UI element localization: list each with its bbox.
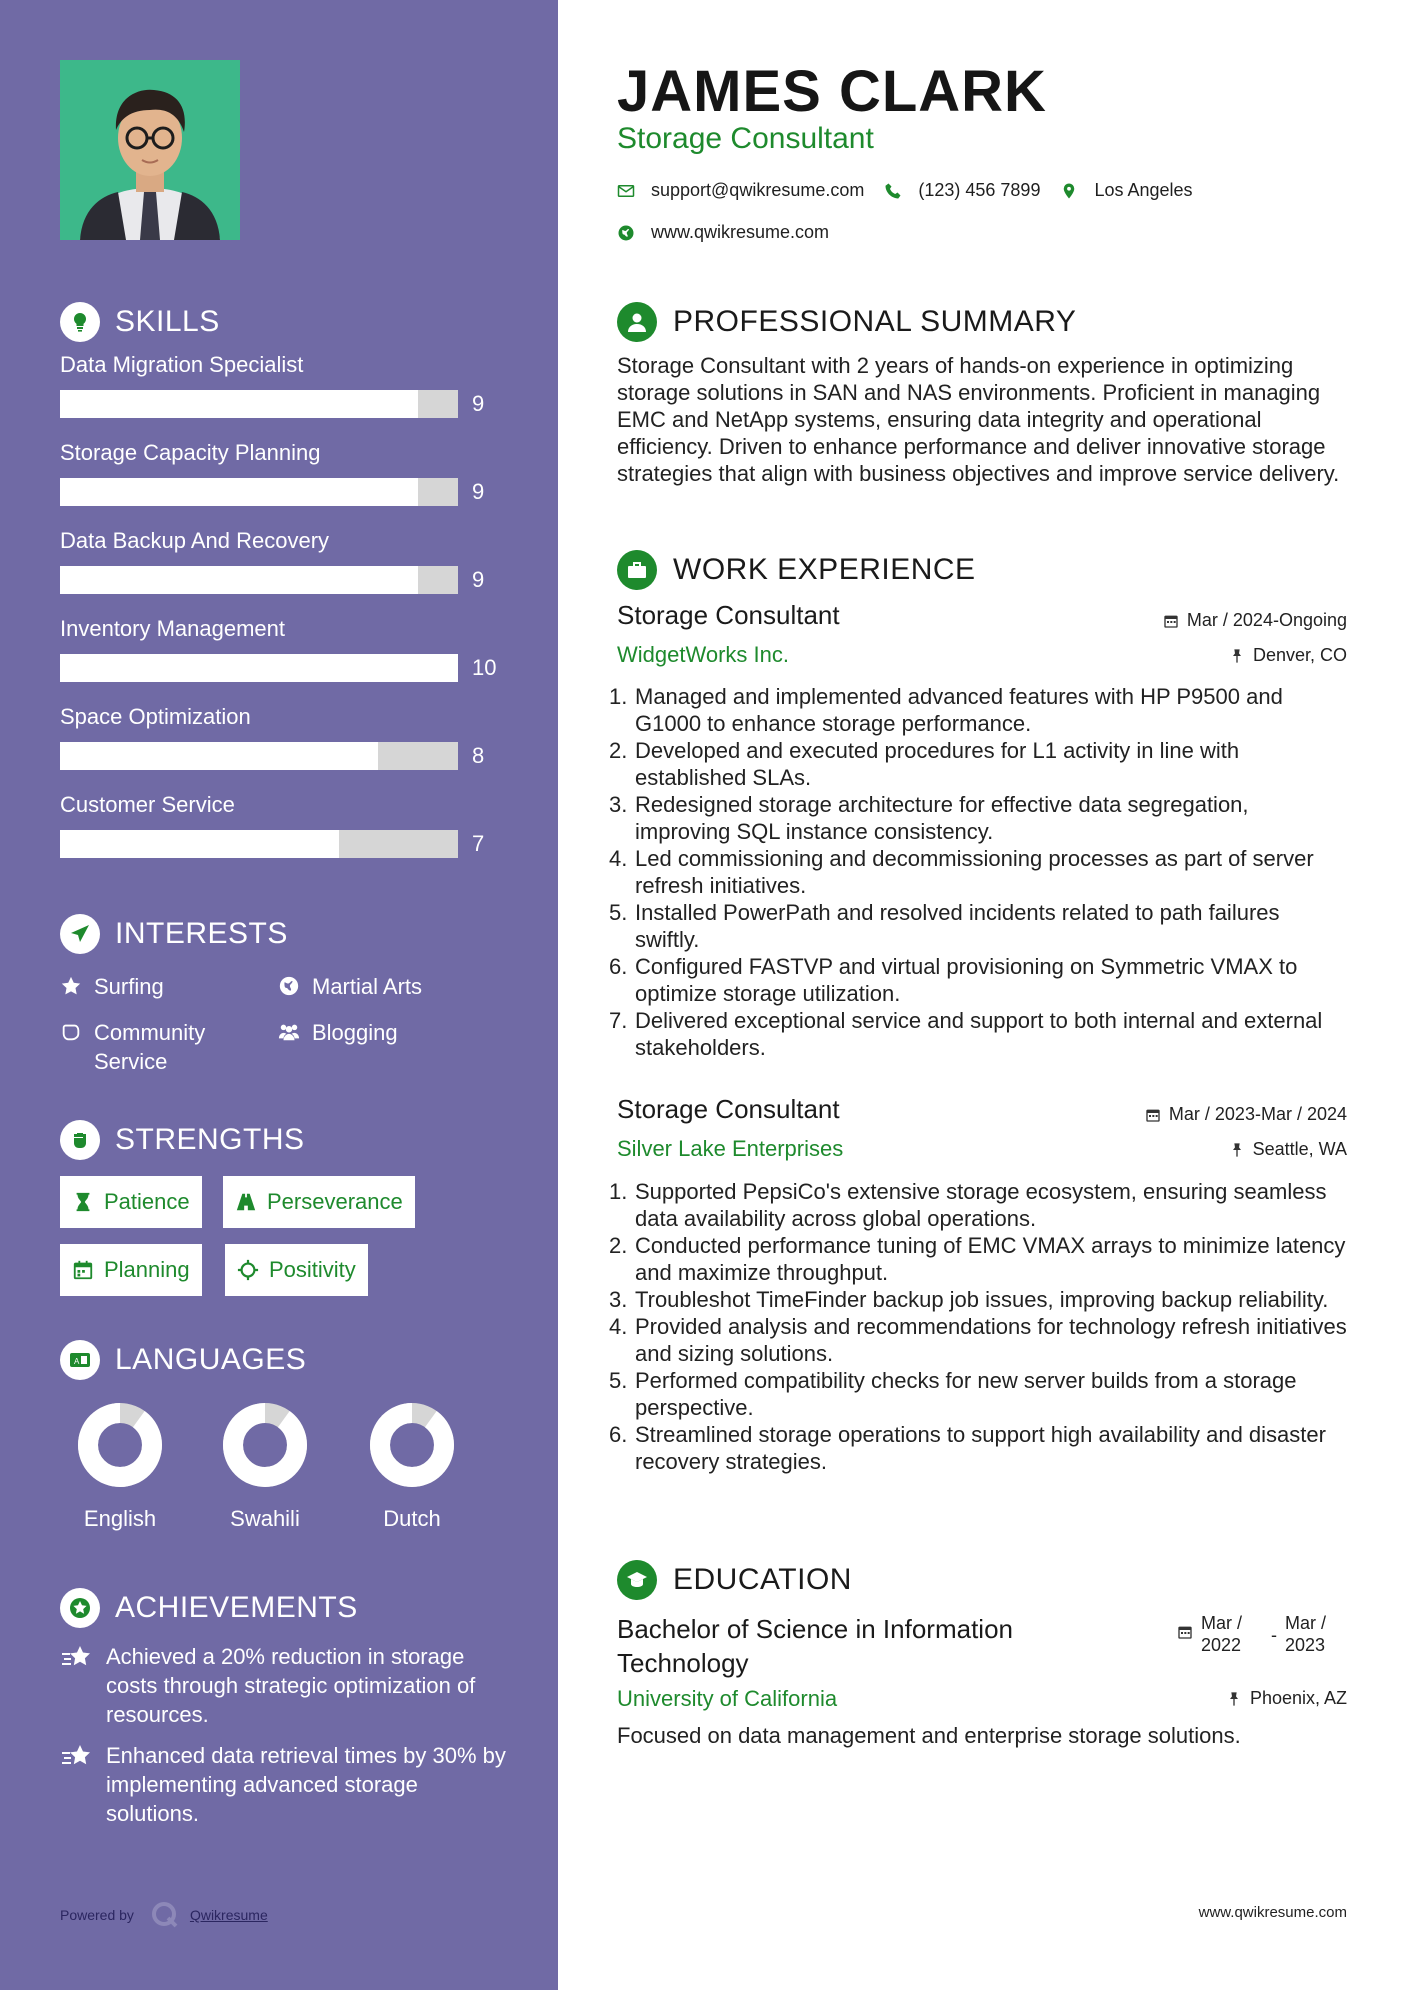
hourglass-icon (72, 1191, 94, 1213)
strength-label: Patience (104, 1189, 190, 1214)
calendar-icon (72, 1259, 94, 1281)
qwikresume-logo-icon (150, 1900, 180, 1930)
skill-name: Customer Service (60, 792, 235, 817)
skill-score: 7 (472, 831, 485, 856)
education-location-text: Phoenix, AZ (1249, 1688, 1347, 1708)
skill-bar (60, 478, 458, 506)
hand-icon (60, 1018, 94, 1076)
calendar-icon (1177, 1624, 1193, 1640)
job-dates (1163, 610, 1347, 631)
achievements-heading (60, 1586, 510, 1630)
strength-badge (60, 1244, 202, 1296)
star-icon (60, 972, 94, 1004)
languages-section (60, 1338, 510, 1548)
profile-photo (60, 60, 240, 240)
language-name: Swahili (230, 1506, 300, 1531)
contact-website (617, 222, 829, 243)
interest-label: Martial Arts (312, 974, 423, 999)
job-bullet: 6. Streamlined storage operations to support high availability and disaster recovery strategies. (609, 1422, 1326, 1474)
job-bullet: 3. Troubleshot TimeFinder backup job issues, improving backup reliability. (609, 1287, 1329, 1312)
paper-plane-icon (60, 914, 100, 954)
contact-email (617, 180, 864, 201)
job-bullet: 4. Led commissioning and decommissioning processes as part of server refresh initiatives. (609, 846, 1314, 898)
skills-section (60, 300, 510, 880)
skill-bar-fill (60, 478, 418, 506)
skill-bar (60, 654, 458, 682)
interests-list (60, 972, 510, 1102)
sun-icon (237, 1259, 259, 1281)
contact-location (1060, 180, 1192, 201)
skills-heading-text: SKILLS (115, 305, 220, 338)
website-text[interactable]: www.qwikresume.com (651, 222, 830, 242)
users-icon (278, 1018, 312, 1050)
skill-item (60, 440, 510, 528)
lightbulb-icon (60, 302, 100, 342)
skill-item (60, 704, 510, 792)
calendar-icon (1145, 1107, 1161, 1123)
interest-item (60, 1018, 240, 1076)
interest-label: Blogging (312, 1020, 398, 1045)
strength-badge (225, 1244, 368, 1296)
language-ring (369, 1402, 455, 1488)
skill-bar (60, 742, 458, 770)
language-ring (222, 1402, 308, 1488)
education-heading-text: EDUCATION (673, 1563, 852, 1596)
sidebar (0, 0, 558, 1990)
experience-heading-text: WORK EXPERIENCE (673, 553, 976, 586)
strength-badge (60, 1176, 202, 1228)
candidate-title: Storage Consultant (617, 122, 874, 155)
skills-heading (60, 300, 510, 344)
skill-bar-fill (60, 566, 418, 594)
strength-label: Positivity (269, 1257, 356, 1282)
phone-icon (884, 182, 902, 200)
experience-heading (617, 548, 976, 592)
education-dates: Mar / 2022 - Mar / 2023 (1177, 1612, 1347, 1656)
powered-by (60, 1900, 268, 1930)
achievement-item (60, 1642, 510, 1729)
language-item (352, 1402, 472, 1532)
achievement-text: Enhanced data retrieval times by 30% by implementing advanced storage solutions. (106, 1743, 506, 1826)
strengths-heading (60, 1118, 510, 1162)
skill-item (60, 616, 510, 704)
education-location (1226, 1688, 1347, 1709)
job-bullet: 6. Configured FASTVP and virtual provisioning on Symmetric VMAX to optimize storage utilization. (609, 954, 1298, 1006)
language-ring-fill (88, 1413, 152, 1477)
skill-name: Data Backup And Recovery (60, 528, 330, 553)
globe-icon (278, 972, 312, 1004)
interest-label: Surfing (94, 974, 164, 999)
interest-item (60, 972, 270, 1004)
powered-by-label: Powered by (60, 1907, 134, 1923)
footer-website[interactable]: www.qwikresume.com (1198, 1904, 1347, 1921)
job-bullet: 7. Delivered exceptional service and support to both internal and external stakeholders. (609, 1008, 1323, 1060)
language-ring (77, 1402, 163, 1488)
language-name: English (83, 1506, 157, 1531)
achievements-section (60, 1586, 510, 1836)
job-title: Storage Consultant (617, 1094, 840, 1124)
language-item (205, 1402, 325, 1532)
graduation-icon (617, 1560, 657, 1600)
avatar-illustration (60, 60, 240, 240)
pushpin-icon (1229, 648, 1245, 664)
job-dates-text: Mar / 2024-Ongoing (1186, 610, 1347, 630)
skill-name: Storage Capacity Planning (60, 440, 321, 465)
interest-label: Community Service (94, 1020, 206, 1074)
achievements-heading-text: ACHIEVEMENTS (115, 1591, 358, 1624)
skill-score: 9 (472, 479, 485, 504)
interest-item (278, 1018, 508, 1050)
contact-phone (884, 180, 1040, 201)
job-bullet: 2. Conducted performance tuning of EMC VMAX arrays to minimize latency and maximize throughput. (609, 1233, 1346, 1285)
fist-icon (60, 1120, 100, 1160)
skill-bar-fill (60, 830, 339, 858)
job-dates (1145, 1104, 1347, 1125)
shooting-star-icon (60, 1642, 106, 1729)
skill-bar (60, 830, 458, 858)
job-bullet: 4. Provided analysis and recommendations for technology refresh initiatives and sizing solutions. (609, 1314, 1347, 1366)
skill-name: Data Migration Specialist (60, 352, 304, 377)
education-school: University of California (617, 1686, 838, 1711)
candidate-name: JAMES CLARK (617, 59, 1047, 124)
road-icon (235, 1191, 257, 1213)
skill-name: Space Optimization (60, 704, 251, 729)
job-bullet: 5. Performed compatibility checks for new server builds from a storage perspective. (609, 1368, 1297, 1420)
brand-link[interactable]: Qwikresume (189, 1907, 268, 1923)
skill-bar-fill (60, 654, 458, 682)
job-bullet: 2. Developed and executed procedures for L1 activity in line with established SLAs. (609, 738, 1240, 790)
job-bullet: 5. Installed PowerPath and resolved incidents related to path failures swiftly. (609, 900, 1280, 952)
strength-label: Planning (104, 1257, 190, 1282)
language-name: Dutch (383, 1506, 441, 1531)
education-degree: Bachelor of Science in Information Technology (617, 1614, 1013, 1678)
job-location-text: Denver, CO (1252, 645, 1347, 665)
skill-item (60, 528, 510, 616)
skill-item (60, 792, 510, 880)
achievement-item (60, 1741, 510, 1828)
strengths-heading-text: STRENGTHS (115, 1123, 305, 1156)
map-pin-icon (1060, 182, 1078, 200)
skill-item (60, 352, 510, 440)
language-ring-fill (233, 1413, 297, 1477)
skill-bar (60, 566, 458, 594)
skill-bar-fill (60, 390, 418, 418)
languages-heading (60, 1338, 510, 1382)
briefcase-icon (617, 550, 657, 590)
skill-score: 9 (472, 391, 485, 416)
interests-section (60, 912, 510, 1102)
phone-text[interactable]: (123) 456 7899 (918, 180, 1041, 200)
strength-badge (223, 1176, 415, 1228)
job-bullets (609, 1178, 1347, 1475)
interests-heading-text: INTERESTS (115, 917, 288, 950)
skill-score: 10 (472, 655, 497, 680)
envelope-icon (617, 182, 635, 200)
skills-list (60, 352, 510, 880)
svg-text:A: A (74, 1357, 80, 1366)
education-start: Mar / 2022 (1201, 1613, 1243, 1655)
education-heading (617, 1558, 852, 1602)
job-dates-text: Mar / 2023-Mar / 2024 (1168, 1104, 1347, 1124)
job-location-text: Seattle, WA (1252, 1139, 1347, 1159)
job-bullet: 3. Redesigned storage architecture for effective data segregation, improving SQL instance consistency. (609, 792, 1249, 844)
location-text: Los Angeles (1094, 180, 1193, 200)
skill-name: Inventory Management (60, 616, 286, 641)
contact-row-website (617, 222, 849, 243)
contact-row (617, 180, 1213, 201)
achievement-text: Achieved a 20% reduction in storage costs through strategic optimization of resources. (106, 1644, 476, 1727)
summary-heading-text: PROFESSIONAL SUMMARY (673, 305, 1077, 338)
pushpin-icon (1229, 1142, 1245, 1158)
language-icon (60, 1340, 100, 1380)
job-bullets (609, 683, 1347, 1061)
job-company: WidgetWorks Inc. (617, 642, 789, 667)
interests-heading (60, 912, 510, 956)
interest-item (278, 972, 508, 1004)
education-end: Mar / 2023 (1285, 1613, 1327, 1655)
strength-label: Perseverance (267, 1189, 403, 1214)
education-description: Focused on data management and enterprise storage solutions. (617, 1723, 1241, 1748)
star-badge-icon (60, 1588, 100, 1628)
summary-text: Storage Consultant with 2 years of hands-on experience in optimizing storage solutions in SAN and NAS environments. Proficient in managing EMC and NetApp systems, ensuring data integrity and operational efficiency. Driven to enhance performance and deliver innovative storage strategies that align with business objectives and improve service delivery. (617, 353, 1340, 486)
skill-bar (60, 390, 458, 418)
user-icon (617, 302, 657, 342)
email-text[interactable]: support@qwikresume.com (651, 180, 865, 200)
job-location (1229, 645, 1347, 666)
job-title: Storage Consultant (617, 600, 840, 630)
summary-heading (617, 300, 1076, 344)
job-company: Silver Lake Enterprises (617, 1136, 844, 1161)
skill-score: 8 (472, 743, 485, 768)
job-bullet: 1. Supported PepsiCo's extensive storage ecosystem, ensuring seamless data availability across global operations. (609, 1179, 1327, 1231)
skill-score: 9 (472, 567, 485, 592)
job-bullet: 1. Managed and implemented advanced features with HP P9500 and G1000 to enhance storage performance. (609, 684, 1283, 736)
globe-icon (617, 224, 635, 242)
shooting-star-icon (60, 1741, 106, 1828)
language-ring-fill (380, 1413, 444, 1477)
job-location (1229, 1139, 1347, 1160)
languages-heading-text: LANGUAGES (115, 1343, 307, 1376)
language-item (60, 1402, 180, 1532)
calendar-icon (1163, 613, 1179, 629)
pushpin-icon (1226, 1691, 1242, 1707)
strengths-section (60, 1118, 510, 1282)
skill-bar-fill (60, 742, 378, 770)
